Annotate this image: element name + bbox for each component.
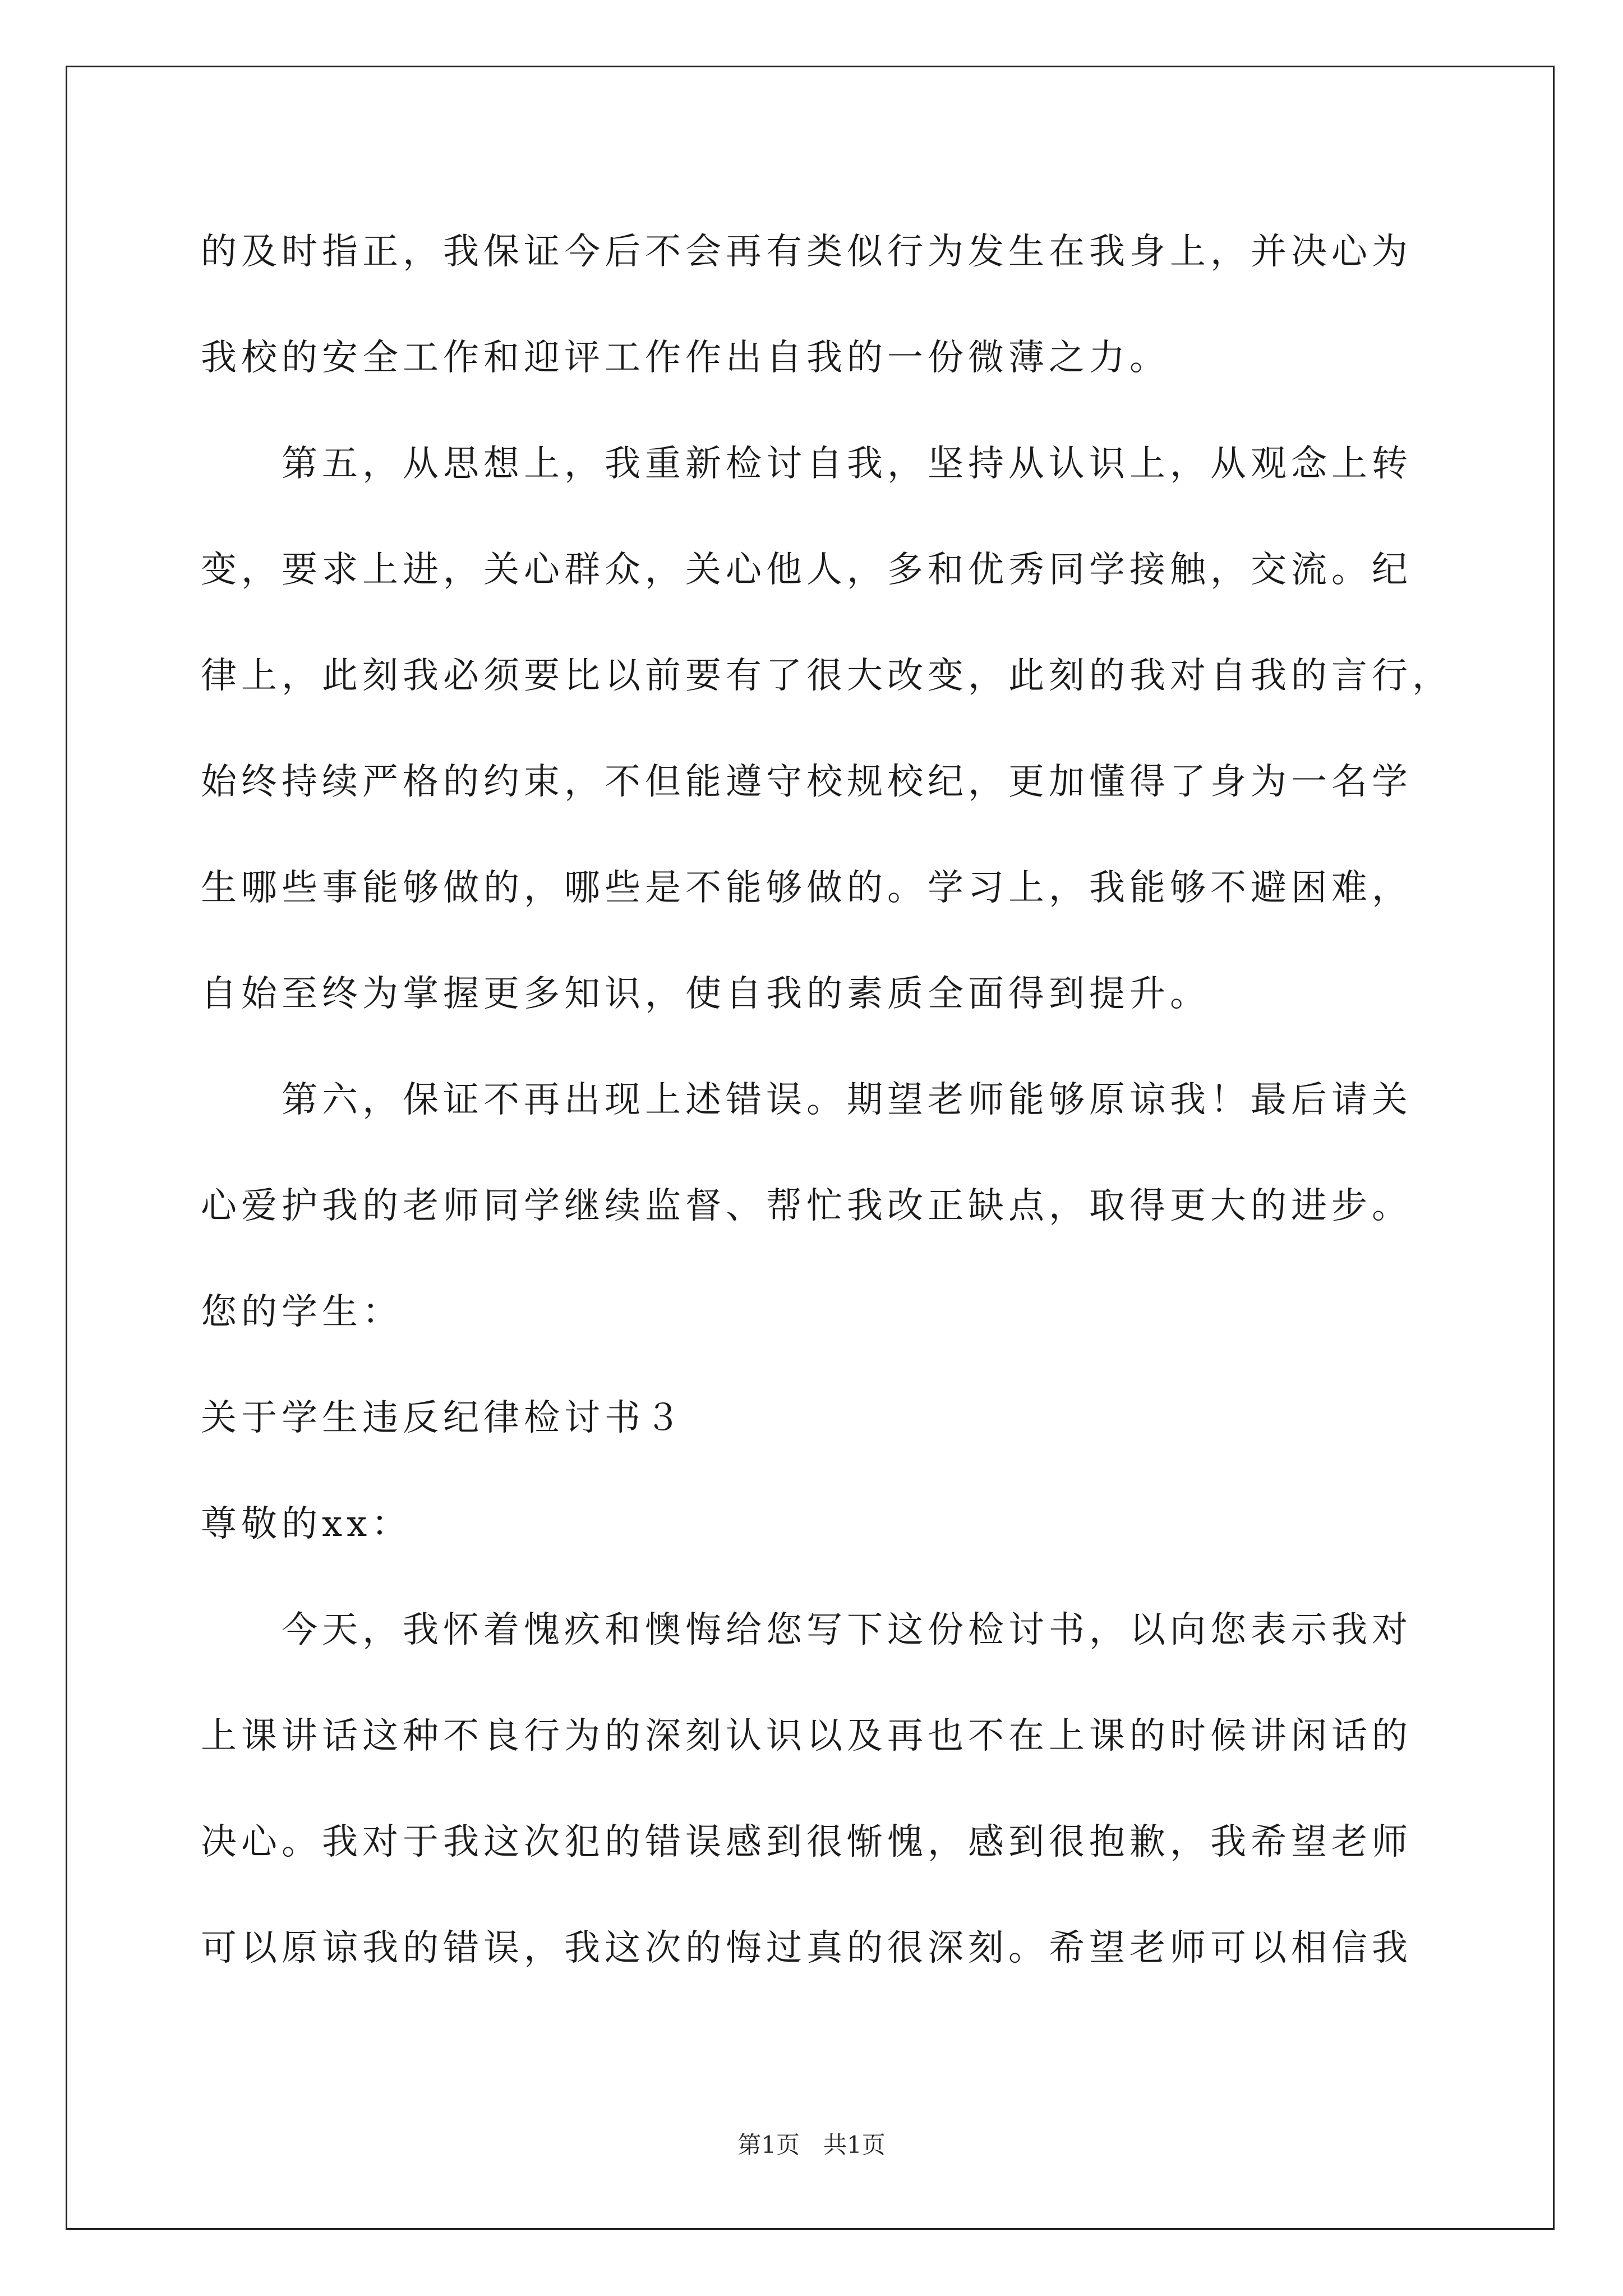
document-body — [201, 199, 1491, 2001]
paragraph-line: 的及时指正，我保证今后不会再有类似行为发生在我身上，并决心为 — [201, 231, 1412, 273]
salutation: 尊敬的xx： — [201, 1503, 412, 1545]
paragraph-line: 变，要求上进，关心群众，关心他人，多和优秀同学接触，交流。纪 — [201, 549, 1412, 591]
paragraph-line: 心爱护我的老师同学继续监督、帮忙我改正缺点，取得更大的进步。 — [201, 1185, 1412, 1227]
page-number-footer: 第1页 共1页 — [737, 2131, 886, 2159]
paragraph-line: 始终持续严格的约束，不但能遵守校规校纪，更加懂得了身为一名学 — [201, 761, 1412, 803]
paragraph-line: 可以原谅我的错误，我这次的悔过真的很深刻。希望老师可以相信我 — [201, 1927, 1412, 1969]
paragraph-line: 生哪些事能够做的，哪些是不能够做的。学习上，我能够不避困难， — [201, 867, 1412, 909]
paragraph-line: 今天，我怀着愧疚和懊悔给您写下这份检讨书，以向您表示我对 — [282, 1609, 1412, 1651]
paragraph-line: 第五，从思想上，我重新检讨自我，坚持从认识上，从观念上转 — [282, 443, 1412, 485]
paragraph-line: 第六，保证不再出现上述错误。期望老师能够原谅我！最后请关 — [282, 1079, 1412, 1121]
paragraph-line: 决心。我对于我这次犯的错误感到很惭愧，感到很抱歉，我希望老师 — [201, 1821, 1412, 1863]
paragraph-line: 律上，此刻我必须要比以前要有了很大改变，此刻的我对自我的言行， — [201, 655, 1453, 697]
paragraph-line: 我校的安全工作和迎评工作作出自我的一份微薄之力。 — [201, 337, 1170, 379]
paragraph-line: 自始至终为掌握更多知识，使自我的素质全面得到提升。 — [201, 973, 1210, 1015]
signature-line: 您的学生： — [201, 1291, 403, 1333]
section-title: 关于学生违反纪律检讨书３ — [201, 1397, 685, 1439]
paragraph-line: 上课讲话这种不良行为的深刻认识以及再也不在上课的时候讲闲话的 — [201, 1715, 1412, 1757]
